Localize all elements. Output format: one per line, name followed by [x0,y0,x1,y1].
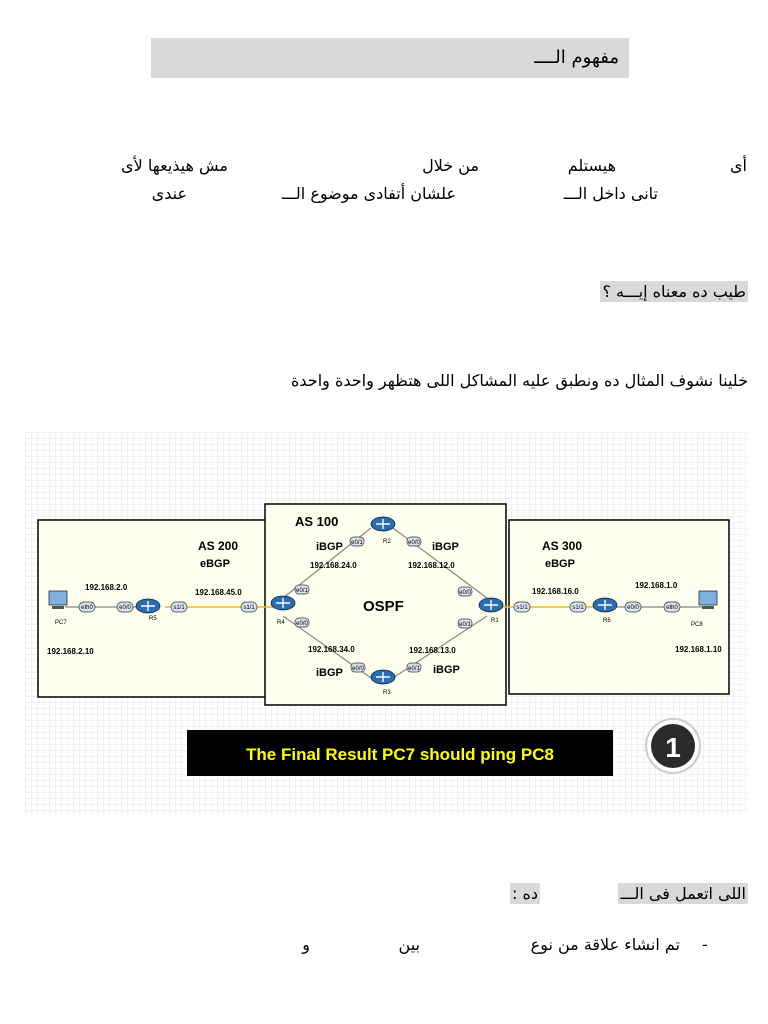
iface-r1-e01: e0/1 [459,622,471,628]
para1-word-1: أى [730,156,747,175]
iface-r5-e00: e0/0 [119,605,131,611]
pc8-label: PC8 [691,622,703,628]
badge-number: 1 [665,732,681,763]
r4-label: R4 [277,620,285,626]
iface-r3-e01: e0/1 [408,666,420,672]
ibgp-label-top-right: iBGP [432,541,459,553]
bullet-word-3: و [302,935,310,954]
para1-word-5: تانى داخل الـــ [563,184,658,203]
pc7-label: PC7 [55,620,67,626]
iface-r4-e00: e0/0 [296,621,308,627]
router-r1-icon [479,598,503,612]
net-label-12: 192.168.12.0 [408,561,455,570]
pc7-ip: 192.168.2.10 [47,647,94,656]
iface-r1-s11: s1/1 [516,605,528,611]
bullet-word-2: بين [398,935,420,954]
as200-label: AS 200 [198,539,239,553]
iface-r5-s11: s1/1 [173,605,185,611]
section2-label: اللى اتعمل فى الـــ [620,884,746,903]
router-r5-icon [136,599,160,613]
iface-r4-s11: s1/1 [243,605,255,611]
result-banner-text: The Final Result PC7 should ping PC8 [246,745,554,764]
as300-label: AS 300 [542,539,583,553]
net-label-1: 192.168.1.0 [635,581,678,590]
topology-svg [25,432,748,814]
net-label-2: 192.168.2.0 [85,583,128,592]
iface-r2-e00: e0/0 [408,540,420,546]
para1-word-7: عندى [151,184,187,203]
r6-label: R6 [603,618,611,624]
bullet-dash: - [702,935,708,954]
bullet-word-1: تم انشاء علاقة من نوع [530,935,680,954]
ospf-label: OSPF [363,598,404,615]
page-title: مفهوم الــــ [534,47,619,68]
iface-r3-e00: e0/0 [352,666,364,672]
r2-label: R2 [383,539,391,545]
as100-label: AS 100 [295,514,339,529]
para1-word-3: من خلال [422,156,479,175]
net-label-24: 192.168.24.0 [310,561,357,570]
ibgp-label-top-left: iBGP [316,541,343,553]
net-label-34: 192.168.34.0 [308,645,355,654]
iface-r6-s11: s1/1 [572,605,584,611]
iface-pc8-eth0: eth0 [666,605,678,611]
router-r3-icon [371,670,395,684]
ibgp-label-bottom-left: iBGP [316,667,343,679]
ibgp-label-bottom-right: iBGP [433,664,460,676]
para1-word-4: مش هيذيعها لأى [121,156,228,175]
para1-word-2: هيستلم [567,156,616,175]
iface-r2-e01: e0/1 [351,540,363,546]
iface-r1-e00: e0/0 [459,590,471,596]
network-diagram [25,432,748,814]
question-heading: طيب ده معناه إيـــه ؟ [602,282,746,301]
r5-label: R5 [149,616,157,622]
r1-label: R1 [491,618,499,624]
intro-text: خلينا نشوف المثال ده ونطبق عليه المشاكل اللى هتظهر واحدة واحدة [291,371,748,390]
net-label-13: 192.168.13.0 [409,646,456,655]
net-label-45: 192.168.45.0 [195,588,242,597]
title-bar [151,38,629,78]
as200-protocol: eBGP [200,558,230,570]
r3-label: R3 [383,690,391,696]
pc8-ip: 192.168.1.10 [675,645,722,654]
router-r6-icon [593,598,617,612]
iface-pc7-eth0: eth0 [81,605,93,611]
iface-r4-e01: e0/1 [296,588,308,594]
router-r4-icon [271,596,295,610]
net-label-16: 192.168.16.0 [532,587,579,596]
section2-suffix: ده : [512,884,538,903]
para1-word-6: علشان أتفادى موضوع الـــ [281,184,456,203]
router-r2-icon [371,517,395,531]
as300-protocol: eBGP [545,558,575,570]
iface-r6-e00: e0/0 [627,605,639,611]
